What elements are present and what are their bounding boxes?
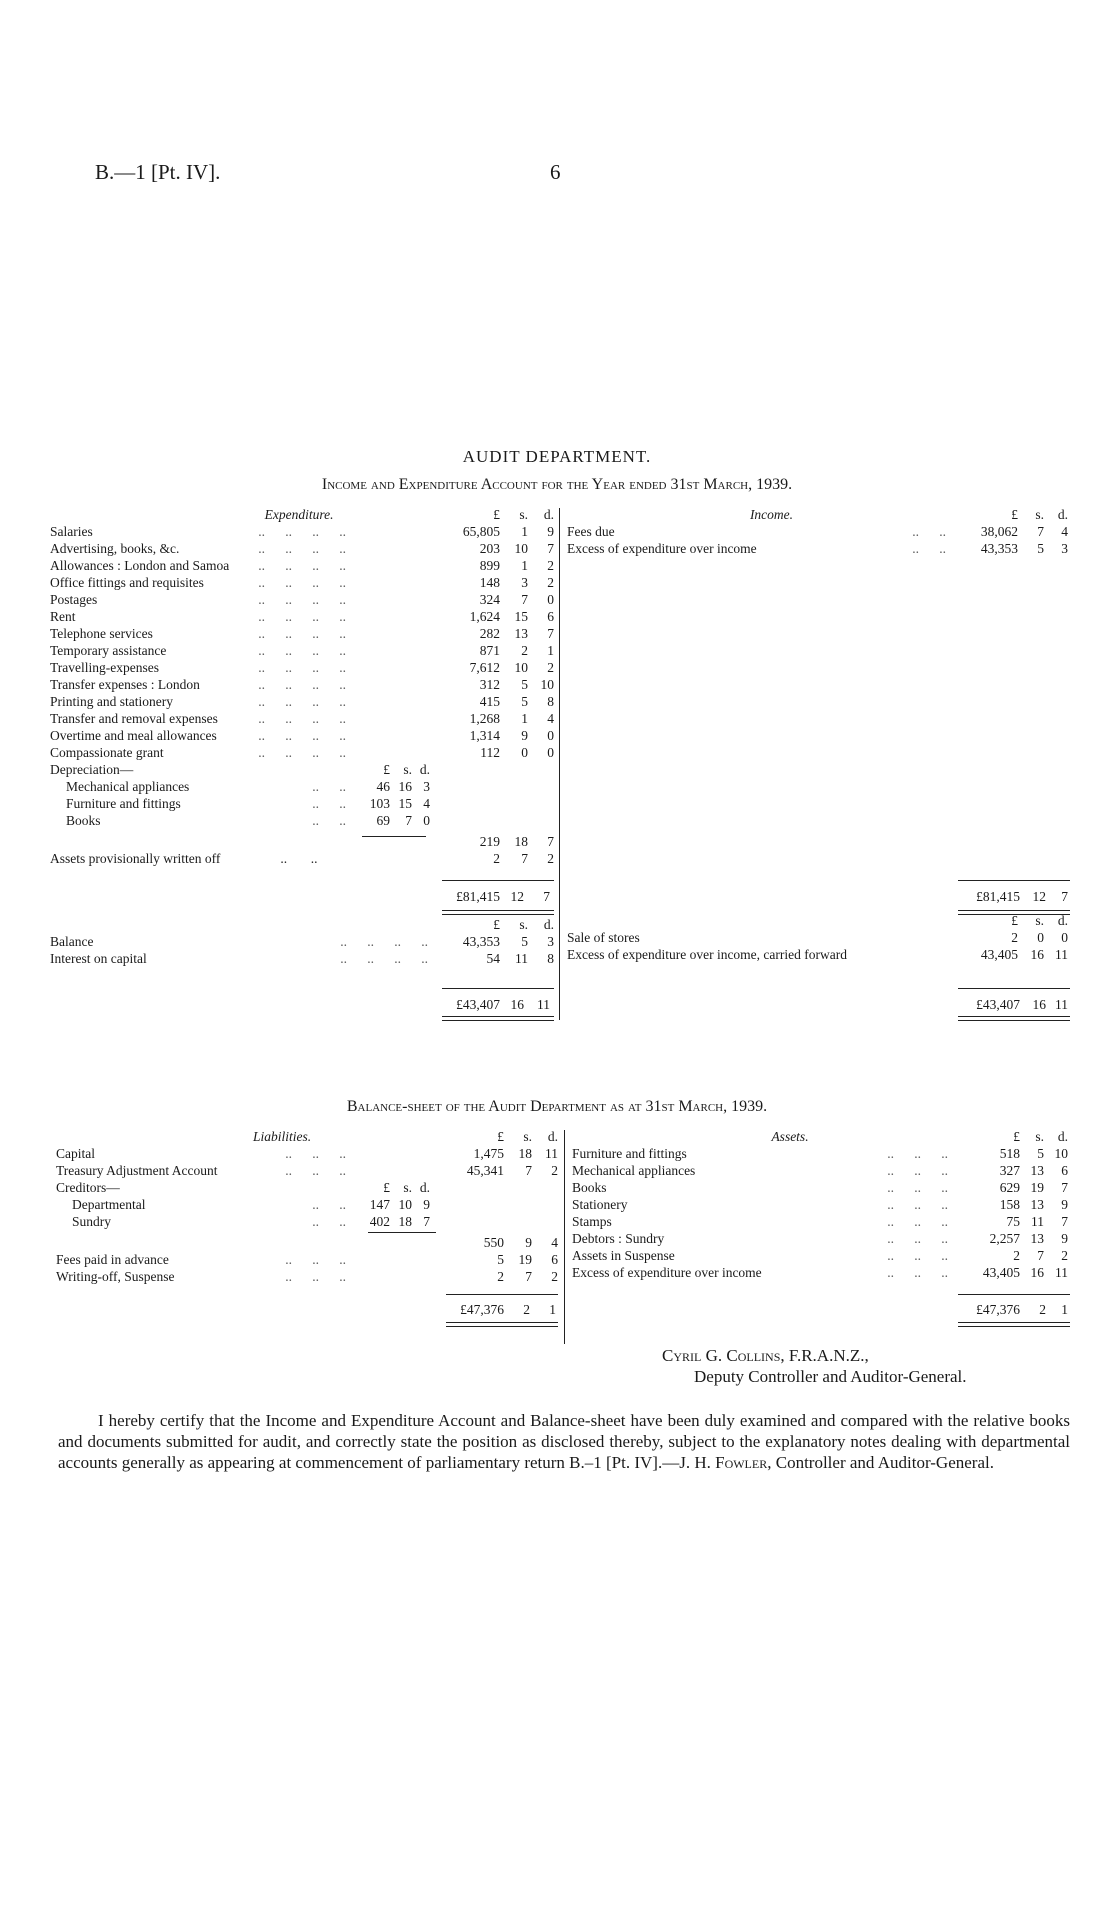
expenditure-row: [48, 574, 556, 591]
expenditure-row: [48, 591, 556, 608]
income-total-shillings: 12: [1032, 889, 1046, 904]
part2-credit-currency-pounds: £: [1011, 913, 1018, 928]
income-row-label: Fees due .. ..: [567, 524, 946, 539]
income-row-label: Excess of expenditure over income .. ..: [567, 541, 946, 556]
liability-row: [54, 1162, 560, 1179]
written-off-shillings: 7: [521, 851, 529, 866]
bs-currency-pounds: £: [497, 1129, 505, 1144]
depreciation-total-shillings: 18: [514, 834, 529, 849]
expenditure-row-pence: 0: [547, 728, 555, 743]
expenditure-row: [48, 625, 556, 642]
liabilities-heading-row: [54, 1128, 560, 1145]
creditor-item-pounds: 402: [369, 1214, 390, 1229]
liabilities-total-pence: 1: [549, 1302, 556, 1317]
expenditure-table: [48, 506, 556, 867]
asset-row-shillings: 19: [1030, 1180, 1044, 1195]
expenditure-row-label: Allowances : London and Samoa .. .. .. ..: [50, 558, 346, 573]
depreciation-item: [48, 812, 556, 829]
expenditure-row: [48, 676, 556, 693]
part2-credit-row-pounds: 2: [1011, 930, 1018, 945]
creditors-currency-shillings: s.: [403, 1180, 412, 1195]
asset-row-pence: 11: [1055, 1265, 1068, 1280]
asset-row-shillings: 16: [1030, 1265, 1044, 1280]
asset-row: [570, 1247, 1070, 1264]
liability-row-shillings: 7: [525, 1269, 533, 1284]
expenditure-row-pence: 0: [547, 592, 555, 607]
asset-row-label: Books .. .. ..: [572, 1180, 948, 1195]
expenditure-row-pounds: 65,805: [462, 524, 501, 539]
asset-row-label: Debtors : Sundry .. .. ..: [572, 1231, 948, 1246]
ie-center-rule: [559, 508, 560, 1020]
asset-row-pence: 2: [1061, 1248, 1068, 1263]
liabilities-total-pounds: £47,376: [460, 1302, 504, 1317]
asset-row-shillings: 13: [1030, 1197, 1044, 1212]
expenditure-row-pounds: 1,314: [469, 728, 501, 743]
bs-center-rule: [564, 1130, 565, 1344]
income-row-shillings: 7: [1037, 524, 1044, 539]
written-off-row: [48, 850, 556, 867]
income-total-pence: 7: [1061, 889, 1068, 904]
part2-credit-total-shillings: 16: [1032, 997, 1046, 1012]
written-off-pounds: 2: [493, 851, 501, 866]
depreciation-row: [48, 761, 556, 778]
depreciation-label: Depreciation—: [50, 762, 134, 777]
asset-row: [570, 1213, 1070, 1230]
part2-currency-row: [48, 916, 556, 933]
asset-row-pounds: 43,405: [982, 1265, 1020, 1280]
depreciation-item-label: Furniture and fittings .. ..: [66, 796, 346, 811]
expenditure-row-label: Telephone services .. .. .. ..: [50, 626, 346, 641]
expenditure-row-pence: 7: [547, 541, 555, 556]
income-table: [565, 506, 1070, 557]
liability-row-pence: 11: [545, 1146, 559, 1161]
part2-debit-top-rule: [442, 988, 554, 989]
audit-certificate: [58, 1410, 1070, 1473]
creditors-total-pence: 4: [551, 1235, 559, 1250]
creditors-total-pounds: 550: [483, 1235, 505, 1250]
part2-credit-row-pence: 11: [1055, 947, 1068, 962]
expenditure-row-shillings: 10: [514, 541, 529, 556]
creditor-item-pounds: 147: [369, 1197, 390, 1212]
income-row-pence: 3: [1061, 541, 1068, 556]
expenditure-row-label: Compassionate grant .. .. .. ..: [50, 745, 346, 760]
creditor-item: [54, 1213, 560, 1230]
expenditure-row-pence: 0: [547, 745, 555, 760]
expenditure-row: [48, 693, 556, 710]
part2-debit-total-pounds: £43,407: [456, 997, 500, 1012]
part2-credit-row-label: Sale of stores: [567, 930, 640, 945]
creditor-item-pence: 7: [423, 1214, 431, 1229]
part2-debit-row-pence: 3: [547, 934, 554, 949]
liability-row-shillings: 19: [518, 1252, 533, 1267]
asset-row: [570, 1196, 1070, 1213]
liability-row-label: Fees paid in advance .. .. ..: [56, 1252, 346, 1267]
expenditure-row: [48, 540, 556, 557]
sub-currency-pounds: £: [383, 762, 390, 777]
creditors-currency-pounds: £: [383, 1180, 390, 1195]
expenditure-heading-row: [48, 506, 556, 523]
assets-currency-pence: d.: [1057, 1129, 1068, 1144]
signatory-role: Deputy Controller and Auditor-General.: [694, 1367, 967, 1386]
liability-row: [54, 1145, 560, 1162]
creditors-row: [54, 1179, 560, 1196]
liability-row-pounds: 5: [497, 1252, 505, 1267]
expenditure-row: [48, 710, 556, 727]
income-total-pounds: £81,415: [976, 889, 1020, 904]
written-off-pence: 2: [547, 851, 555, 866]
depreciation-item-pounds: 46: [376, 779, 390, 794]
expenditure-row-pounds: 871: [479, 643, 501, 658]
expenditure-row-shillings: 5: [521, 694, 529, 709]
depreciation-item-pence: 4: [423, 796, 431, 811]
part2-debit-row-shillings: 11: [515, 951, 528, 966]
asset-row-pence: 9: [1061, 1197, 1068, 1212]
expenditure-row-label: Temporary assistance .. .. .. ..: [50, 643, 346, 658]
expenditure-row-pence: 7: [547, 626, 555, 641]
expenditure-row-label: Travelling-expenses .. .. .. ..: [50, 660, 346, 675]
balance-sheet-title: Balance-sheet of the Audit Department as at 31st March, 1939.: [346, 1098, 768, 1115]
expenditure-row-pounds: 203: [479, 541, 501, 556]
asset-row: [570, 1230, 1070, 1247]
expenditure-row-label: Advertising, books, &c. .. .. .. ..: [50, 541, 346, 556]
part2-debit-row-pounds: 54: [486, 951, 500, 966]
assets-table: [570, 1128, 1070, 1281]
liability-row-shillings: 7: [525, 1163, 533, 1178]
asset-row-label: Furniture and fittings .. .. ..: [572, 1146, 948, 1161]
part2-credit-row-pence: 0: [1061, 930, 1068, 945]
liability-row-pence: 2: [551, 1269, 559, 1284]
part2-debit-double-rule: [442, 1016, 554, 1021]
asset-row-label: Stationery .. .. ..: [572, 1197, 948, 1212]
expenditure-row: [48, 557, 556, 574]
assets-heading-row: [570, 1128, 1070, 1145]
part2-debit-row-shillings: 5: [521, 934, 528, 949]
written-off-label: Assets provisionally written off .. ..: [50, 851, 318, 866]
depreciation-item-shillings: 16: [398, 779, 412, 794]
part2-currency-pence: d.: [543, 917, 554, 932]
certificate-text: I hereby certify that the Income and Expenditure Account and Balance-sheet have been duly examined and compared with the relative books and documents submitted for audit, and correctly state the position as disclosed thereby, subject to the explanatory notes dealing with departmental accounts generally as appearing at commencement of parliamentary return B.–1 [Pt. IV].: [58, 1411, 1070, 1472]
income-heading: Income.: [749, 507, 794, 522]
depreciation-item: [48, 778, 556, 795]
certificate-signer-title: Controller and Auditor-General.: [775, 1453, 994, 1472]
income-total-double-rule: [958, 910, 1070, 915]
expenditure-row-shillings: 10: [514, 660, 529, 675]
asset-row-pence: 7: [1061, 1180, 1068, 1195]
asset-row-shillings: 13: [1030, 1231, 1044, 1246]
part2-credit-row-label: Excess of expenditure over income, carried forward: [567, 947, 847, 962]
expenditure-row-label: Office fittings and requisites .. .. .. ..: [50, 575, 346, 590]
depreciation-item-label: Books .. ..: [66, 813, 346, 828]
assets-total-shillings: 2: [1039, 1302, 1046, 1317]
income-row: [565, 523, 1070, 540]
asset-row-label: Excess of expenditure over income .. .. ..: [572, 1265, 948, 1280]
expenditure-row: [48, 744, 556, 761]
part2-credit-total-pence: 11: [1055, 997, 1068, 1012]
expenditure-row-label: Transfer expenses : London .. .. .. ..: [50, 677, 346, 692]
part2-credit-row: [565, 929, 1070, 946]
income-row-shillings: 5: [1037, 541, 1044, 556]
asset-row: [570, 1264, 1070, 1281]
bs-currency-shillings: s.: [523, 1129, 533, 1144]
creditor-item: [54, 1196, 560, 1213]
asset-row-pounds: 2,257: [989, 1231, 1020, 1246]
expenditure-row-label: Printing and stationery .. .. .. ..: [50, 694, 346, 709]
part2-credit-row: [565, 946, 1070, 963]
expenditure-total-shillings: 12: [510, 889, 524, 904]
part2-debit-row: [48, 950, 556, 967]
page-number: 6: [550, 160, 561, 184]
certificate-signer: —J. H. Fowler,: [662, 1453, 772, 1472]
depreciation-item-pence: 3: [423, 779, 431, 794]
asset-row: [570, 1162, 1070, 1179]
liabilities-total-top-rule: [446, 1294, 558, 1295]
expenditure-row: [48, 642, 556, 659]
ie-part2-debit-table: [48, 916, 556, 967]
currency-pounds: £: [493, 507, 501, 522]
income-currency-pence: d.: [1057, 507, 1068, 522]
expenditure-row: [48, 608, 556, 625]
income-row: [565, 540, 1070, 557]
expenditure-row-label: Overtime and meal allowances .. .. .. ..: [50, 728, 346, 743]
creditors-total-shillings: 9: [525, 1235, 533, 1250]
part2-debit-row: [48, 933, 556, 950]
creditors-total-row: [54, 1230, 560, 1251]
creditor-item-label: Sundry .. ..: [72, 1214, 346, 1229]
asset-row-pence: 7: [1061, 1214, 1068, 1229]
asset-row-pence: 9: [1061, 1231, 1068, 1246]
asset-row-pounds: 158: [999, 1197, 1020, 1212]
expenditure-row-pence: 6: [547, 609, 555, 624]
income-row-pence: 4: [1061, 524, 1068, 539]
expenditure-row-shillings: 2: [521, 643, 529, 658]
liabilities-total-shillings: 2: [523, 1302, 530, 1317]
page-title: AUDIT DEPARTMENT.: [462, 447, 652, 466]
part2-credit-row-pounds: 43,405: [980, 947, 1018, 962]
asset-row-label: Stamps .. .. ..: [572, 1214, 948, 1229]
expenditure-row-shillings: 0: [521, 745, 529, 760]
expenditure-row-pounds: 1,268: [469, 711, 501, 726]
expenditure-row-shillings: 13: [514, 626, 529, 641]
depreciation-item-shillings: 15: [398, 796, 412, 811]
asset-row: [570, 1145, 1070, 1162]
signatory-name: Cyril G. Collins, F.R.A.N.Z.,: [662, 1346, 869, 1365]
liability-row-pence: 2: [551, 1163, 559, 1178]
expenditure-row-label: Postages .. .. .. ..: [50, 592, 346, 607]
assets-heading: Assets.: [771, 1129, 809, 1144]
expenditure-row-shillings: 5: [521, 677, 529, 692]
expenditure-row-pence: 1: [547, 643, 555, 658]
ie-account-title: Income and Expenditure Account for the Year ended 31st March, 1939.: [321, 476, 793, 493]
creditors-label: Creditors—: [56, 1180, 120, 1195]
creditor-item-shillings: 18: [398, 1214, 412, 1229]
expenditure-row-shillings: 9: [521, 728, 529, 743]
expenditure-row-shillings: 3: [521, 575, 529, 590]
creditor-item-shillings: 10: [398, 1197, 412, 1212]
currency-shillings: s.: [519, 507, 529, 522]
expenditure-row-shillings: 7: [521, 592, 529, 607]
expenditure-row-pounds: 282: [479, 626, 501, 641]
expenditure-row-pounds: 312: [479, 677, 501, 692]
creditor-item-pence: 9: [423, 1197, 431, 1212]
assets-total-pounds: £47,376: [976, 1302, 1020, 1317]
expenditure-row-shillings: 15: [514, 609, 529, 624]
expenditure-row-pence: 2: [547, 660, 555, 675]
expenditure-row: [48, 659, 556, 676]
part2-currency-shillings: s.: [519, 917, 528, 932]
liability-row-label: Writing-off, Suspense .. .. ..: [56, 1269, 346, 1284]
asset-row-shillings: 7: [1037, 1248, 1044, 1263]
expenditure-row-pence: 2: [547, 575, 555, 590]
asset-row-shillings: 5: [1037, 1146, 1044, 1161]
expenditure-row-pence: 4: [547, 711, 555, 726]
bs-currency-pence: d.: [547, 1129, 559, 1144]
assets-total-pence: 1: [1061, 1302, 1068, 1317]
expenditure-row-pence: 8: [547, 694, 555, 709]
part2-credit-row-shillings: 0: [1037, 930, 1044, 945]
income-currency-shillings: s.: [1035, 507, 1044, 522]
depreciation-subtotal-rule: [362, 836, 426, 837]
creditors-currency-pence: d.: [419, 1180, 431, 1195]
report-reference: B.—1 [Pt. IV].: [95, 160, 221, 184]
assets-total-top-rule: [958, 1294, 1070, 1295]
expenditure-row-shillings: 1: [521, 524, 529, 539]
expenditure-total-pence: 7: [543, 889, 550, 904]
income-heading-row: [565, 506, 1070, 523]
part2-debit-row-label: Interest on capital .. .. .. ..: [50, 951, 428, 966]
depreciation-total-row: [48, 829, 556, 850]
depreciation-item-shillings: 7: [405, 813, 412, 828]
part2-credit-total-pounds: £43,407: [976, 997, 1020, 1012]
expenditure-total-top-rule: [442, 880, 554, 881]
expenditure-total-pounds: £81,415: [456, 889, 500, 904]
expenditure-row-pounds: 899: [479, 558, 501, 573]
asset-row-pounds: 518: [999, 1146, 1020, 1161]
part2-credit-top-rule: [958, 988, 1070, 989]
liabilities-table: [54, 1128, 560, 1285]
liability-row: [54, 1268, 560, 1285]
part2-debit-total-pence: 11: [537, 997, 550, 1012]
expenditure-row: [48, 523, 556, 540]
depreciation-item: [48, 795, 556, 812]
part2-debit-row-pence: 8: [547, 951, 554, 966]
currency-pence: d.: [543, 507, 555, 522]
asset-row-pounds: 2: [1013, 1248, 1020, 1263]
asset-row-label: Mechanical appliances .. .. ..: [572, 1163, 948, 1178]
part2-credit-currency-pence: d.: [1057, 913, 1068, 928]
liability-row-pence: 6: [551, 1252, 559, 1267]
part2-credit-double-rule: [958, 1016, 1070, 1021]
asset-row-shillings: 13: [1030, 1163, 1044, 1178]
income-total-top-rule: [958, 880, 1070, 881]
assets-currency-shillings: s.: [1035, 1129, 1044, 1144]
expenditure-row-pounds: 1,624: [469, 609, 501, 624]
liability-row-pounds: 45,341: [466, 1163, 505, 1178]
expenditure-row-pounds: 415: [479, 694, 501, 709]
liability-row-pounds: 2: [497, 1269, 505, 1284]
asset-row-pence: 10: [1054, 1146, 1068, 1161]
part2-debit-row-pounds: 43,353: [462, 934, 500, 949]
expenditure-row-pounds: 7,612: [469, 660, 501, 675]
depreciation-item-pounds: 103: [369, 796, 390, 811]
liability-row: [54, 1251, 560, 1268]
sub-currency-pence: d.: [419, 762, 431, 777]
expenditure-row-pounds: 148: [479, 575, 501, 590]
expenditure-heading: Expenditure.: [264, 507, 334, 522]
part2-debit-row-label: Balance .. .. .. ..: [50, 934, 428, 949]
asset-row-shillings: 11: [1031, 1214, 1044, 1229]
expenditure-row: [48, 727, 556, 744]
asset-row-pounds: 75: [1006, 1214, 1020, 1229]
asset-row-label: Assets in Suspense .. .. ..: [572, 1248, 948, 1263]
part2-credit-currency-shillings: s.: [1035, 913, 1044, 928]
liability-row-pounds: 1,475: [473, 1146, 505, 1161]
creditor-item-label: Departmental .. ..: [72, 1197, 346, 1212]
expenditure-row-pounds: 112: [480, 745, 501, 760]
liabilities-total-double-rule: [446, 1322, 558, 1327]
depreciation-item-label: Mechanical appliances .. ..: [66, 779, 346, 794]
income-row-pounds: 43,353: [980, 541, 1018, 556]
asset-row-pounds: 327: [999, 1163, 1020, 1178]
expenditure-row-label: Rent .. .. .. ..: [50, 609, 346, 624]
liability-row-label: Capital .. .. ..: [56, 1146, 346, 1161]
expenditure-row-shillings: 1: [521, 711, 529, 726]
expenditure-row-label: Transfer and removal expenses .. .. .. ..: [50, 711, 346, 726]
expenditure-row-pounds: 324: [479, 592, 501, 607]
depreciation-item-pence: 0: [423, 813, 431, 828]
part2-currency-pounds: £: [493, 917, 500, 932]
income-currency-pounds: £: [1011, 507, 1018, 522]
expenditure-total-double-rule: [442, 910, 554, 915]
liability-row-label: Treasury Adjustment Account .. .. ..: [56, 1163, 346, 1178]
depreciation-total-pence: 7: [547, 834, 555, 849]
asset-row-pounds: 629: [999, 1180, 1020, 1195]
asset-row: [570, 1179, 1070, 1196]
expenditure-row-pence: 2: [547, 558, 555, 573]
sub-currency-shillings: s.: [403, 762, 412, 777]
ie-part2-credit-table: [565, 912, 1070, 963]
part2-credit-row-shillings: 16: [1030, 947, 1044, 962]
depreciation-total-pounds: 219: [479, 834, 501, 849]
assets-currency-pounds: £: [1013, 1129, 1020, 1144]
liabilities-heading: Liabilities.: [252, 1129, 312, 1144]
creditors-subtotal-rule: [368, 1232, 436, 1233]
expenditure-row-pence: 10: [540, 677, 555, 692]
expenditure-row-shillings: 1: [521, 558, 529, 573]
assets-total-double-rule: [958, 1322, 1070, 1327]
expenditure-row-pence: 9: [547, 524, 555, 539]
asset-row-pence: 6: [1061, 1163, 1068, 1178]
depreciation-item-pounds: 69: [376, 813, 390, 828]
liability-row-shillings: 18: [518, 1146, 533, 1161]
part2-debit-total-shillings: 16: [510, 997, 524, 1012]
expenditure-row-label: Salaries .. .. .. ..: [50, 524, 346, 539]
income-row-pounds: 38,062: [980, 524, 1018, 539]
